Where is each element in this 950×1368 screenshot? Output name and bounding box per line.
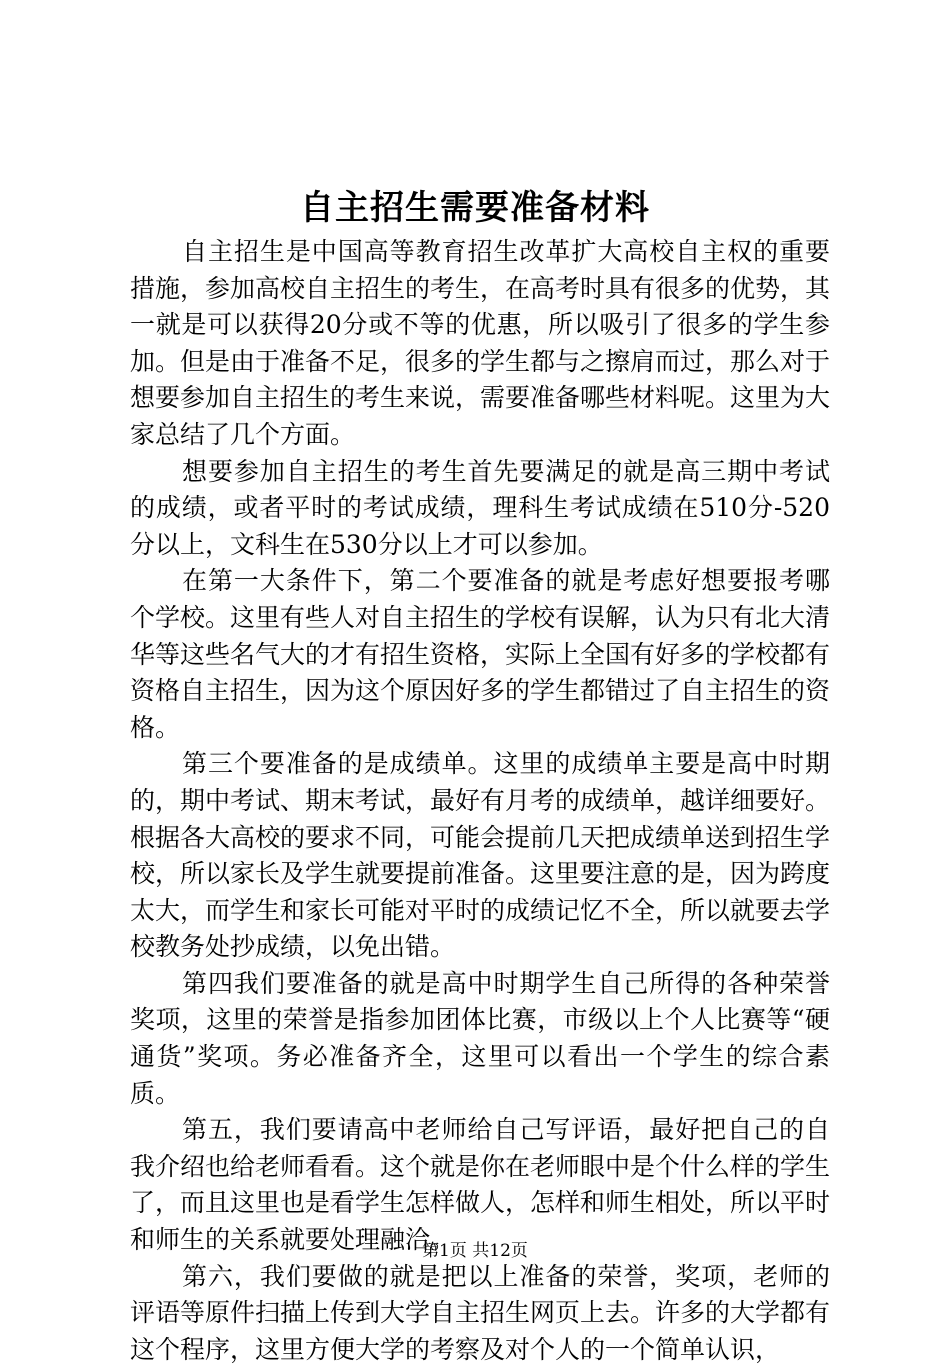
paragraph-7: 第六，我们要做的就是把以上准备的荣誉，奖项，老师的评语等原件扫描上传到大学自主招生网页上去。许多的大学都有这个程序，这里方便大学的考察及对个人的一个简单认识，	[130, 1261, 831, 1364]
paragraph-5: 第四我们要准备的就是高中时期学生自己所得的各种荣誉奖项，这里的荣誉是指参加团体比赛，市级以上个人比赛等“硬通货”奖项。务必准备齐全，这里可以看出一个学生的综合素质。	[130, 968, 830, 1108]
paragraph-4: 第三个要准备的是成绩单。这里的成绩单主要是高中时期的，期中考试、期末考试，最好有月考的成绩单，越详细要好。根据各大高校的要求不同，可能会提前几天把成绩单送到招生学校，所以家长及学生就要提前准备。这里要注意的是，因为跨度太大，而学生和家长可能对平时的成绩记忆不全，所以就要去学校教务处抄成绩，以免出错。	[130, 749, 831, 962]
page-number-footer: 第1页 共12页	[422, 1241, 528, 1261]
paragraph-3: 在第一大条件下，第二个要准备的就是考虑好想要报考哪个学校。这里有些人对自主招生的学校有误解，认为只有北大清华等这些名气大的才有招生资格，实际上全国有好多的学校都有资格自主招生，因为这个原因好多的学生都错过了自主招生的资格。	[130, 566, 831, 742]
paragraph-2: 想要参加自主招生的考生首先要满足的就是高三期中考试的成绩，或者平时的考试成绩，理科生考试成绩在510分-520分以上，文科生在530分以上才可以参加。	[130, 456, 830, 559]
document-body	[130, 234, 830, 1368]
paragraph-6: 第五，我们要请高中老师给自己写评语，最好把自己的自我介绍也给老师看看。这个就是你在老师眼中是个什么样的学生了，而且这里也是看学生怎样做人，怎样和师生相处，所以平时和师生的关系就要处理融洽。	[130, 1115, 831, 1255]
document-title: 自主招生需要准备材料	[300, 188, 650, 228]
paragraph-1: 自主招生是中国高等教育招生改革扩大高校自主权的重要措施，参加高校自主招生的考生，在高考时具有很多的优势，其一就是可以获得20分或不等的优惠，所以吸引了很多的学生参加。但是由于准备不足，很多的学生都与之擦肩而过，那么对于想要参加自主招生的考生来说，需要准备哪些材料呢。这里为大家总结了几个方面。	[130, 237, 831, 449]
